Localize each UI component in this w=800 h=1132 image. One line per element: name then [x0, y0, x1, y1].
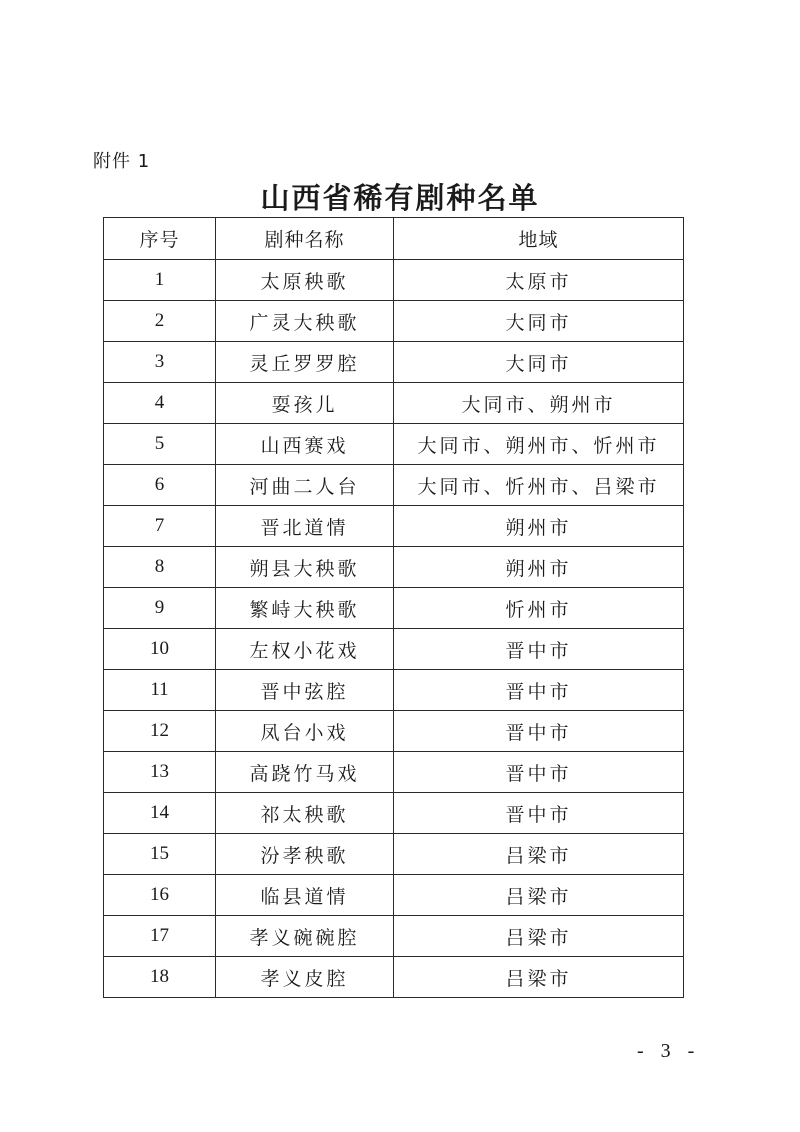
- serial-number-cell: 5: [104, 424, 216, 465]
- table-row: [104, 301, 684, 342]
- serial-number-cell: 13: [104, 752, 216, 793]
- header-serial-number: 序号: [104, 218, 216, 260]
- serial-number-cell: 9: [104, 588, 216, 629]
- serial-number-cell: 7: [104, 506, 216, 547]
- page-number: - 3 -: [637, 1040, 701, 1062]
- table-row: [104, 670, 684, 711]
- region-cell: 晋中市: [394, 711, 684, 752]
- table-row: [104, 957, 684, 998]
- region-cell: 太原市: [394, 260, 684, 301]
- opera-name-cell: 朔县大秧歌: [216, 547, 394, 588]
- region-cell: 大同市: [394, 301, 684, 342]
- header-opera-name: 剧种名称: [216, 218, 394, 260]
- serial-number-cell: 18: [104, 957, 216, 998]
- serial-number-cell: 3: [104, 342, 216, 383]
- table-body: [104, 260, 684, 998]
- region-cell: 大同市: [394, 342, 684, 383]
- opera-name-cell: 左权小花戏: [216, 629, 394, 670]
- region-cell: 吕梁市: [394, 875, 684, 916]
- opera-name-cell: 晋北道情: [216, 506, 394, 547]
- opera-name-cell: 孝义碗碗腔: [216, 916, 394, 957]
- header-region: 地域: [394, 218, 684, 260]
- table-row: [104, 875, 684, 916]
- serial-number-cell: 16: [104, 875, 216, 916]
- table-row: [104, 629, 684, 670]
- serial-number-cell: 15: [104, 834, 216, 875]
- opera-name-cell: 河曲二人台: [216, 465, 394, 506]
- opera-name-cell: 繁峙大秧歌: [216, 588, 394, 629]
- document-title: 山西省稀有剧种名单: [260, 181, 540, 215]
- table-row: [104, 752, 684, 793]
- table-row: [104, 916, 684, 957]
- serial-number-cell: 4: [104, 383, 216, 424]
- region-cell: 晋中市: [394, 629, 684, 670]
- serial-number-cell: 17: [104, 916, 216, 957]
- opera-list-table: [103, 217, 684, 998]
- opera-name-cell: 灵丘罗罗腔: [216, 342, 394, 383]
- opera-name-cell: 山西赛戏: [216, 424, 394, 465]
- region-cell: 吕梁市: [394, 916, 684, 957]
- region-cell: 晋中市: [394, 752, 684, 793]
- table-row: [104, 711, 684, 752]
- table-row: [104, 834, 684, 875]
- region-cell: 大同市、朔州市: [394, 383, 684, 424]
- table-row: [104, 342, 684, 383]
- serial-number-cell: 1: [104, 260, 216, 301]
- region-cell: 朔州市: [394, 506, 684, 547]
- region-cell: 忻州市: [394, 588, 684, 629]
- opera-name-cell: 孝义皮腔: [216, 957, 394, 998]
- serial-number-cell: 6: [104, 465, 216, 506]
- opera-name-cell: 晋中弦腔: [216, 670, 394, 711]
- opera-name-cell: 耍孩儿: [216, 383, 394, 424]
- region-cell: 吕梁市: [394, 957, 684, 998]
- region-cell: 大同市、朔州市、忻州市: [394, 424, 684, 465]
- opera-name-cell: 太原秧歌: [216, 260, 394, 301]
- region-cell: 大同市、忻州市、吕梁市: [394, 465, 684, 506]
- region-cell: 晋中市: [394, 793, 684, 834]
- table-row: [104, 383, 684, 424]
- table-row: [104, 793, 684, 834]
- serial-number-cell: 10: [104, 629, 216, 670]
- table-row: [104, 506, 684, 547]
- opera-name-cell: 凤台小戏: [216, 711, 394, 752]
- region-cell: 吕梁市: [394, 834, 684, 875]
- serial-number-cell: 14: [104, 793, 216, 834]
- table-row: [104, 424, 684, 465]
- opera-name-cell: 高跷竹马戏: [216, 752, 394, 793]
- table-row: [104, 547, 684, 588]
- table-row: [104, 465, 684, 506]
- serial-number-cell: 12: [104, 711, 216, 752]
- opera-name-cell: 祁太秧歌: [216, 793, 394, 834]
- serial-number-cell: 2: [104, 301, 216, 342]
- table-row: [104, 260, 684, 301]
- serial-number-cell: 8: [104, 547, 216, 588]
- opera-name-cell: 临县道情: [216, 875, 394, 916]
- opera-name-cell: 广灵大秧歌: [216, 301, 394, 342]
- opera-name-cell: 汾孝秧歌: [216, 834, 394, 875]
- serial-number-cell: 11: [104, 670, 216, 711]
- table-header-row: [104, 218, 684, 260]
- attachment-label: 附件 1: [93, 151, 151, 172]
- region-cell: 朔州市: [394, 547, 684, 588]
- region-cell: 晋中市: [394, 670, 684, 711]
- table-row: [104, 588, 684, 629]
